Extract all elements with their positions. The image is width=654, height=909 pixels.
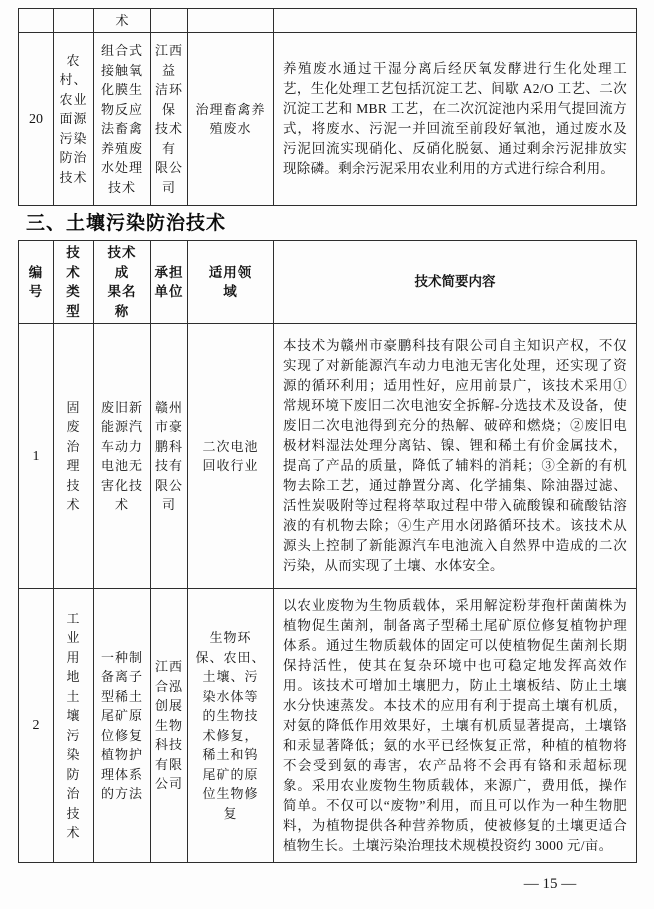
row-number: 2 [19,589,54,863]
header-tech-type: 技 术 类 型 [54,241,94,324]
summary-cell: 养殖废水通过干湿分离后经厌氧发酵进行生化处理工艺，生化处理工艺包括沉淀工艺、间歇 A2/O 工艺、二次沉淀工艺和 MBR 工艺，在二次沉淀池内采用气提回流方式，将废水、污泥一并回流至前段好氧池，通过废水及污泥回流实现硝化、反硝化脱氨、通过剩余污泥排放实现除磷。剩余污泥采用农业利用的方式进行综合利用。 [274,33,637,206]
table-row [19,33,637,206]
header-field: 适用领 域 [188,241,274,324]
table-header-row [19,241,637,324]
tech-name-cell: 一种制 备离子 型稀土 尾矿原 位修复 植物护 理体系 的方法 [94,589,151,863]
header-number: 编 号 [19,241,54,324]
table-row-carryover [19,9,637,33]
tech-name-carryover: 术 [94,9,151,33]
tech-type-cell: 固 废 治 理 技 术 [54,324,94,589]
tech-name-cell: 组合式 接触氧 化膜生 物反应 法畜禽 养殖废 水处理 技术 [94,33,151,206]
summary-cell: 以农业废物为生物质载体，采用解淀粉芽孢杆菌菌株为植物促生菌剂，制备离子型稀土尾矿原位修复植物护理体系。通过生物质载体的固定可以使植物促生菌剂长期保持活性，使其在复杂环境中也可稳定地发挥高效作用。该技术可增加土壤肥力，防止土壤板结、防止土壤水分快速蒸发。本技术的应用有利于提高土壤有机质，对氨的降低作用效果好，土壤有机质显著提高，土壤铬和汞显著降低；氨的水平已经恢复正常，种植的植物将不会受到氨的毒害，农产品将不会再有铬和汞超标现象。采用农业废物生物质载体，来源广，费用低，操作简单。不仅可以“废物”利用，而且可以作为一种生物肥料，为植物提供各种营养物质，使被修复的土壤更适合植物生长。土壤污染治理技术规模投资约 3000 元/亩。 [274,589,637,863]
field-cell: 二次电池 回收行业 [188,324,274,589]
table-row [19,324,637,589]
empty-cell [188,9,274,33]
row-number: 1 [19,324,54,589]
water-pollution-table-continued [18,8,637,206]
field-cell: 治理畜禽养 殖废水 [188,33,274,206]
tech-name-cell: 废旧新 能源汽 车动力 电池无 害化技 术 [94,324,151,589]
soil-pollution-table [18,240,637,863]
table-row [19,589,637,863]
org-cell: 赣州 市豪 鹏科 技有 限公 司 [151,324,188,589]
empty-cell [19,9,54,33]
tech-type-cell: 农村、 农业 面源 污染 防治 技术 [54,33,94,206]
summary-cell: 本技术为赣州市豪鹏科技有限公司自主知识产权，不仅实现了对新能源汽车动力电池无害化处理，还实现了资源的循环利用；适用性好，应用前景广，该技术采用①常规环境下废旧二次电池安全拆解-分选技术及设备，使废旧二次电池得到充分的热解、破碎和燃烧；②废旧电极材料湿法处理分离钴、镍、锂和稀土有价金属技术，提高了产品的质量，降低了辅料的消耗；③全新的有机物去除工艺，通过静置分离、化学捕集、除油器过滤、活性炭吸附等过程将萃取过程中带入硫酸镍和硫酸钴溶液的有机物去除；④生产用水闭路循环技术。该技术从源头上控制了新能源汽车电池流入自然界中造成的二次污染，从而实现了土壤、水体安全。 [274,324,637,589]
org-cell: 江西 合泓 创展 生物 科技 有限 公司 [151,589,188,863]
empty-cell [274,9,637,33]
field-cell: 生物环 保、农田、 土壤、污 染水体等 的生物技 术修复， 稀土和钨 尾矿的原 位生物修 复 [188,589,274,863]
header-org: 承担 单位 [151,241,188,324]
empty-cell [54,9,94,33]
header-tech-name: 技术 成 果名 称 [94,241,151,324]
org-cell: 江西益 洁环保 技术有 限公司 [151,33,188,206]
section-heading: 三、土壤污染防治技术 [26,213,227,234]
tech-type-cell: 工 业 用 地 土 壤 污 染 防 治 技 术 [54,589,94,863]
page-number: — 15 — [523,876,577,892]
row-number: 20 [19,33,54,206]
empty-cell [151,9,188,33]
header-summary: 技术简要内容 [274,241,637,324]
